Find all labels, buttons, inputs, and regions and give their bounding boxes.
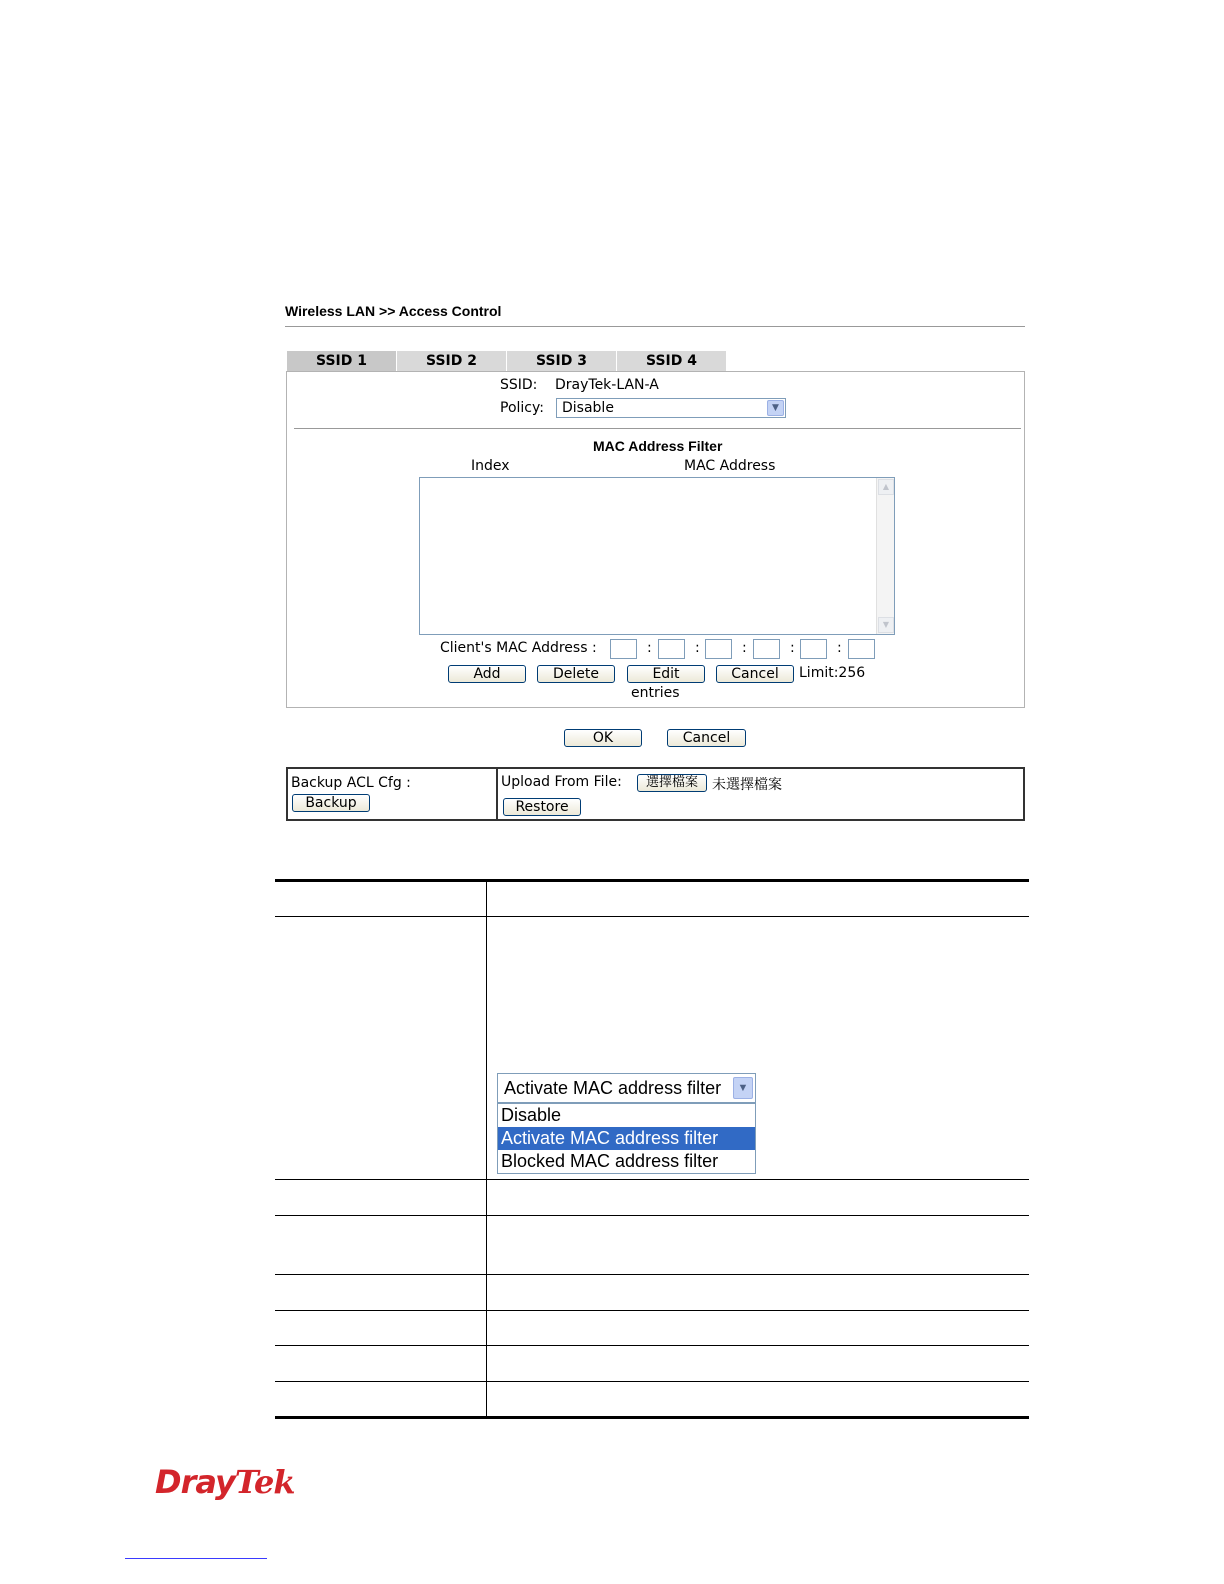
mac-filter-title: MAC Address Filter [593, 438, 723, 454]
limit-text: Limit:256 [799, 665, 866, 681]
list-scrollbar[interactable] [876, 478, 894, 634]
ssid-tabs [287, 351, 727, 372]
ssid-label: SSID: [500, 377, 538, 393]
dropdown-option-activate[interactable]: Activate MAC address filter [498, 1127, 755, 1150]
mac-octet-4-input[interactable] [753, 639, 780, 659]
mac-separator: : [790, 640, 795, 656]
cancel-button[interactable]: Cancel [667, 729, 746, 747]
backup-acl-label: Backup ACL Cfg : [291, 775, 411, 791]
policy-select[interactable] [556, 398, 786, 418]
dropdown-options [497, 1103, 756, 1174]
cell-divider [496, 769, 498, 819]
logo-part-tek: Tek [234, 1463, 295, 1501]
section-divider [294, 428, 1021, 429]
mac-octet-5-input[interactable] [800, 639, 827, 659]
limit-unit-text: entries [631, 685, 680, 701]
table-row-rule [275, 1381, 1029, 1382]
backup-button[interactable]: Backup [292, 794, 370, 812]
mac-address-list[interactable] [419, 477, 895, 635]
tab-ssid-3[interactable]: SSID 3 [507, 351, 617, 372]
mac-separator: : [647, 640, 652, 656]
draytek-logo [155, 1463, 294, 1501]
footer-rule [125, 1558, 267, 1559]
cancel-edit-button[interactable]: Cancel [716, 665, 794, 683]
table-bottom-rule [275, 1416, 1029, 1419]
dropdown-selected-value: Activate MAC address filter [504, 1078, 722, 1098]
logo-part-dray: Dray [155, 1463, 235, 1501]
mac-column-header: MAC Address [684, 458, 776, 474]
mac-octet-6-input[interactable] [848, 639, 875, 659]
mac-separator: : [837, 640, 842, 656]
client-mac-label: Client's MAC Address : [440, 640, 597, 656]
policy-dropdown-example[interactable] [497, 1073, 756, 1174]
table-top-rule [275, 879, 1029, 882]
policy-label: Policy: [500, 400, 544, 416]
table-row-rule [275, 1345, 1029, 1346]
page-breadcrumb: Wireless LAN >> Access Control [285, 303, 502, 319]
tab-ssid-1[interactable]: SSID 1 [287, 351, 397, 372]
upload-from-file-label: Upload From File: [501, 774, 622, 790]
mac-octet-1-input[interactable] [610, 639, 637, 659]
delete-button[interactable]: Delete [537, 665, 615, 683]
acl-backup-restore-table [286, 767, 1025, 821]
access-control-panel [286, 371, 1025, 708]
scroll-down-icon[interactable]: ▼ [878, 617, 894, 633]
dropdown-option-blocked[interactable]: Blocked MAC address filter [501, 1151, 719, 1171]
no-file-chosen-text: 未選擇檔案 [712, 777, 782, 793]
table-row-rule [275, 916, 1029, 917]
dropdown-option-disable[interactable]: Disable [501, 1105, 562, 1125]
add-button[interactable]: Add [448, 665, 526, 683]
tab-ssid-4[interactable]: SSID 4 [617, 351, 727, 372]
ok-button[interactable]: OK [564, 729, 642, 747]
table-row-rule [275, 1215, 1029, 1216]
table-row-rule [275, 1179, 1029, 1180]
choose-file-button[interactable]: 選擇檔案 [637, 774, 707, 792]
table-row-rule [275, 1310, 1029, 1311]
tab-ssid-2[interactable]: SSID 2 [397, 351, 507, 372]
scroll-up-icon[interactable]: ▲ [878, 479, 894, 495]
mac-octet-2-input[interactable] [658, 639, 685, 659]
policy-selected-value: Disable [562, 400, 614, 416]
chevron-down-icon: ▼ [733, 1077, 753, 1099]
restore-button[interactable]: Restore [503, 798, 581, 816]
mac-separator: : [695, 640, 700, 656]
mac-separator: : [742, 640, 747, 656]
breadcrumb-divider [285, 326, 1025, 327]
table-row-rule [275, 1274, 1029, 1275]
ssid-value: DrayTek-LAN-A [555, 377, 659, 393]
chevron-down-icon: ▼ [767, 400, 784, 416]
index-column-header: Index [471, 458, 510, 474]
dropdown-selected[interactable] [497, 1073, 756, 1103]
table-column-divider [486, 880, 487, 1418]
edit-button[interactable]: Edit [627, 665, 705, 683]
mac-octet-3-input[interactable] [705, 639, 732, 659]
